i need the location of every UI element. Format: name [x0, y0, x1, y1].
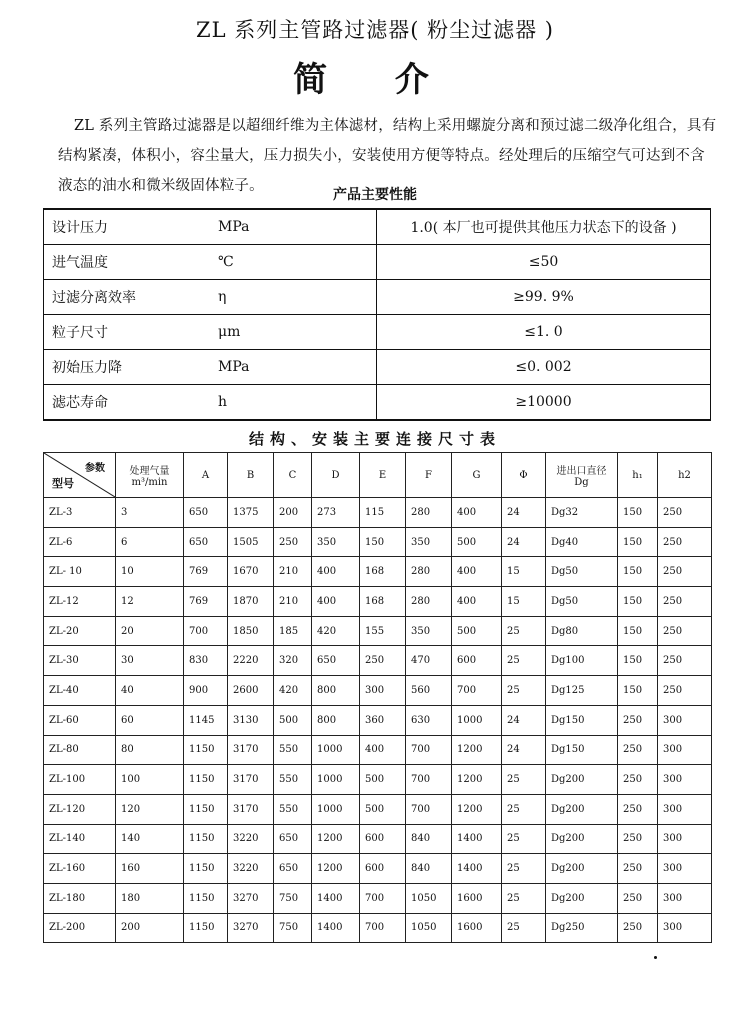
- value-cell: Dg250: [546, 913, 618, 943]
- value-cell: 150: [618, 646, 658, 676]
- value-cell: 300: [658, 735, 712, 765]
- performance-row: [44, 315, 711, 350]
- value-cell: 1150: [184, 735, 228, 765]
- value-cell: 700: [360, 913, 406, 943]
- value-cell: 25: [502, 616, 546, 646]
- value-cell: 15: [502, 587, 546, 617]
- value-cell: 400: [452, 587, 502, 617]
- model-cell: ZL-12: [44, 587, 116, 617]
- column-header: D: [312, 453, 360, 498]
- value-cell: 3130: [228, 705, 274, 735]
- value-cell: 250: [658, 676, 712, 706]
- table-row: [44, 735, 712, 765]
- value-cell: 150: [618, 587, 658, 617]
- value-cell: 550: [274, 794, 312, 824]
- model-cell: ZL- 10: [44, 557, 116, 587]
- corner-header: [44, 453, 116, 498]
- value-cell: 1200: [452, 765, 502, 795]
- value-cell: 1670: [228, 557, 274, 587]
- value-cell: 350: [312, 527, 360, 557]
- param-value: 1.0( 本厂也可提供其他压力状态下的设备 ): [377, 209, 711, 245]
- value-cell: 750: [274, 913, 312, 943]
- performance-row: [44, 350, 711, 385]
- value-cell: 250: [618, 765, 658, 795]
- value-cell: 1870: [228, 587, 274, 617]
- table-row: [44, 646, 712, 676]
- value-cell: 420: [274, 676, 312, 706]
- value-cell: 600: [452, 646, 502, 676]
- value-cell: 1150: [184, 883, 228, 913]
- value-cell: 150: [618, 498, 658, 528]
- value-cell: 550: [274, 765, 312, 795]
- value-cell: 250: [658, 616, 712, 646]
- value-cell: 3170: [228, 735, 274, 765]
- value-cell: 1400: [452, 854, 502, 884]
- param-name: 设计压力: [44, 209, 211, 245]
- value-cell: 300: [658, 824, 712, 854]
- value-cell: 750: [274, 883, 312, 913]
- value-cell: 1150: [184, 765, 228, 795]
- value-cell: 1200: [452, 735, 502, 765]
- value-cell: 200: [116, 913, 184, 943]
- value-cell: 250: [658, 527, 712, 557]
- value-cell: 400: [452, 557, 502, 587]
- value-cell: 250: [360, 646, 406, 676]
- value-cell: 700: [406, 735, 452, 765]
- param-value: ≥10000: [377, 385, 711, 421]
- value-cell: 400: [312, 587, 360, 617]
- column-header: C: [274, 453, 312, 498]
- value-cell: 168: [360, 557, 406, 587]
- value-cell: 100: [116, 765, 184, 795]
- value-cell: 700: [184, 616, 228, 646]
- value-cell: 420: [312, 616, 360, 646]
- value-cell: 3170: [228, 794, 274, 824]
- value-cell: 650: [184, 498, 228, 528]
- value-cell: 20: [116, 616, 184, 646]
- model-cell: ZL-100: [44, 765, 116, 795]
- value-cell: 840: [406, 854, 452, 884]
- value-cell: Dg200: [546, 854, 618, 884]
- param-unit: MPa: [210, 209, 377, 245]
- value-cell: 2220: [228, 646, 274, 676]
- param-name: 初始压力降: [44, 350, 211, 385]
- model-cell: ZL-80: [44, 735, 116, 765]
- value-cell: 10: [116, 557, 184, 587]
- table-row: [44, 824, 712, 854]
- value-cell: 500: [360, 765, 406, 795]
- value-cell: Dg50: [546, 587, 618, 617]
- intro-paragraph: ZL 系列主管路过滤器是以超细纤维为主体滤材，结构上采用螺旋分离和预过滤二级净化组合，具有结构紧凑，体积小，容尘量大，压力损失小，安装使用方便等特点。经处理后的压缩空气可达到不含液态的油水和微米级固体粒子。: [58, 117, 717, 194]
- value-cell: 1200: [312, 854, 360, 884]
- value-cell: 500: [360, 794, 406, 824]
- value-cell: 320: [274, 646, 312, 676]
- model-cell: ZL-120: [44, 794, 116, 824]
- value-cell: 350: [406, 527, 452, 557]
- performance-row: [44, 209, 711, 245]
- table-row: [44, 913, 712, 943]
- param-value: ≤50: [377, 245, 711, 280]
- dimensions-heading: 结构、安装主要连接尺寸表: [248, 430, 501, 448]
- value-cell: 1000: [312, 794, 360, 824]
- value-cell: 300: [360, 676, 406, 706]
- value-cell: 300: [658, 705, 712, 735]
- value-cell: 40: [116, 676, 184, 706]
- value-cell: 3270: [228, 883, 274, 913]
- value-cell: 600: [360, 854, 406, 884]
- model-cell: ZL-60: [44, 705, 116, 735]
- value-cell: 600: [360, 824, 406, 854]
- value-cell: 210: [274, 587, 312, 617]
- value-cell: 1505: [228, 527, 274, 557]
- table-row: [44, 616, 712, 646]
- column-header: A: [184, 453, 228, 498]
- document-title: ZL 系列主管路过滤器( 粉尘过滤器 ): [196, 18, 554, 42]
- corner-label-model: 型号: [52, 477, 74, 490]
- value-cell: 360: [360, 705, 406, 735]
- value-cell: 1000: [312, 765, 360, 795]
- dimensions-table: [43, 452, 712, 943]
- param-unit: h: [210, 385, 377, 421]
- value-cell: 150: [360, 527, 406, 557]
- value-cell: 24: [502, 527, 546, 557]
- value-cell: 1850: [228, 616, 274, 646]
- model-cell: ZL-160: [44, 854, 116, 884]
- value-cell: 1145: [184, 705, 228, 735]
- value-cell: 250: [658, 498, 712, 528]
- value-cell: 140: [116, 824, 184, 854]
- value-cell: 280: [406, 498, 452, 528]
- value-cell: 185: [274, 616, 312, 646]
- value-cell: 840: [406, 824, 452, 854]
- performance-row: [44, 245, 711, 280]
- corner-label-params: 参数: [85, 463, 105, 474]
- param-name: 粒子尺寸: [44, 315, 211, 350]
- value-cell: 160: [116, 854, 184, 884]
- value-cell: 25: [502, 794, 546, 824]
- value-cell: 250: [274, 527, 312, 557]
- value-cell: 350: [406, 616, 452, 646]
- column-header: 处理气量 m³/min: [116, 453, 184, 498]
- value-cell: Dg40: [546, 527, 618, 557]
- performance-row: [44, 385, 711, 421]
- column-header: E: [360, 453, 406, 498]
- value-cell: 1400: [312, 913, 360, 943]
- value-cell: 24: [502, 705, 546, 735]
- column-header: Φ: [502, 453, 546, 498]
- value-cell: 300: [658, 883, 712, 913]
- param-name: 进气温度: [44, 245, 211, 280]
- value-cell: 700: [406, 765, 452, 795]
- value-cell: 650: [274, 854, 312, 884]
- table-row: [44, 527, 712, 557]
- table-row: [44, 883, 712, 913]
- value-cell: Dg100: [546, 646, 618, 676]
- value-cell: 80: [116, 735, 184, 765]
- value-cell: Dg200: [546, 824, 618, 854]
- value-cell: 400: [452, 498, 502, 528]
- value-cell: 250: [618, 854, 658, 884]
- value-cell: Dg200: [546, 765, 618, 795]
- value-cell: 1150: [184, 913, 228, 943]
- value-cell: 250: [658, 646, 712, 676]
- value-cell: 3220: [228, 824, 274, 854]
- value-cell: 273: [312, 498, 360, 528]
- value-cell: 200: [274, 498, 312, 528]
- value-cell: 150: [618, 557, 658, 587]
- value-cell: 300: [658, 913, 712, 943]
- value-cell: 1150: [184, 824, 228, 854]
- value-cell: 250: [618, 794, 658, 824]
- value-cell: 150: [618, 527, 658, 557]
- value-cell: 700: [406, 794, 452, 824]
- value-cell: 700: [452, 676, 502, 706]
- value-cell: 470: [406, 646, 452, 676]
- value-cell: 1050: [406, 913, 452, 943]
- value-cell: 700: [360, 883, 406, 913]
- value-cell: 1000: [312, 735, 360, 765]
- model-cell: ZL-200: [44, 913, 116, 943]
- value-cell: 12: [116, 587, 184, 617]
- param-unit: ℃: [210, 245, 377, 280]
- table-row: [44, 557, 712, 587]
- value-cell: 800: [312, 676, 360, 706]
- section-title: 简 介: [293, 60, 457, 100]
- value-cell: 25: [502, 765, 546, 795]
- param-value: ≥99. 9%: [377, 280, 711, 315]
- value-cell: 180: [116, 883, 184, 913]
- value-cell: 769: [184, 587, 228, 617]
- table-row: [44, 854, 712, 884]
- value-cell: 300: [658, 765, 712, 795]
- param-name: 过滤分离效率: [44, 280, 211, 315]
- value-cell: 3220: [228, 854, 274, 884]
- value-cell: Dg150: [546, 735, 618, 765]
- performance-row: [44, 280, 711, 315]
- value-cell: 250: [658, 557, 712, 587]
- value-cell: 120: [116, 794, 184, 824]
- value-cell: 500: [274, 705, 312, 735]
- value-cell: 1150: [184, 854, 228, 884]
- value-cell: 6: [116, 527, 184, 557]
- value-cell: 650: [274, 824, 312, 854]
- value-cell: 25: [502, 676, 546, 706]
- param-value: ≤1. 0: [377, 315, 711, 350]
- table-row: [44, 705, 712, 735]
- table-row: [44, 676, 712, 706]
- model-cell: ZL-6: [44, 527, 116, 557]
- value-cell: 900: [184, 676, 228, 706]
- value-cell: Dg200: [546, 794, 618, 824]
- value-cell: Dg200: [546, 883, 618, 913]
- value-cell: 560: [406, 676, 452, 706]
- value-cell: 30: [116, 646, 184, 676]
- value-cell: 155: [360, 616, 406, 646]
- value-cell: 168: [360, 587, 406, 617]
- model-cell: ZL-20: [44, 616, 116, 646]
- value-cell: 1150: [184, 794, 228, 824]
- table-row: [44, 587, 712, 617]
- value-cell: 210: [274, 557, 312, 587]
- value-cell: 1400: [312, 883, 360, 913]
- model-cell: ZL-30: [44, 646, 116, 676]
- value-cell: 250: [618, 913, 658, 943]
- model-cell: ZL-180: [44, 883, 116, 913]
- value-cell: 25: [502, 646, 546, 676]
- value-cell: 650: [184, 527, 228, 557]
- value-cell: Dg80: [546, 616, 618, 646]
- value-cell: 1200: [452, 794, 502, 824]
- value-cell: 24: [502, 498, 546, 528]
- value-cell: 250: [618, 883, 658, 913]
- value-cell: 250: [658, 587, 712, 617]
- value-cell: 250: [618, 705, 658, 735]
- value-cell: 280: [406, 587, 452, 617]
- param-unit: μm: [210, 315, 377, 350]
- value-cell: Dg150: [546, 705, 618, 735]
- value-cell: 1400: [452, 824, 502, 854]
- column-header: 进出口直径 Dg: [546, 453, 618, 498]
- value-cell: 1375: [228, 498, 274, 528]
- value-cell: 3: [116, 498, 184, 528]
- value-cell: 830: [184, 646, 228, 676]
- speck-mark: [654, 956, 657, 959]
- value-cell: 2600: [228, 676, 274, 706]
- column-header: F: [406, 453, 452, 498]
- table-row: [44, 765, 712, 795]
- value-cell: 769: [184, 557, 228, 587]
- value-cell: 150: [618, 616, 658, 646]
- value-cell: 280: [406, 557, 452, 587]
- value-cell: 25: [502, 913, 546, 943]
- table-row: [44, 498, 712, 528]
- column-header: h₁: [618, 453, 658, 498]
- table-row: [44, 794, 712, 824]
- value-cell: 15: [502, 557, 546, 587]
- value-cell: Dg125: [546, 676, 618, 706]
- value-cell: 400: [360, 735, 406, 765]
- column-header: B: [228, 453, 274, 498]
- value-cell: 500: [452, 616, 502, 646]
- performance-table: [43, 208, 711, 421]
- value-cell: 24: [502, 735, 546, 765]
- value-cell: 250: [618, 735, 658, 765]
- value-cell: 3170: [228, 765, 274, 795]
- value-cell: 650: [312, 646, 360, 676]
- value-cell: 1200: [312, 824, 360, 854]
- value-cell: 300: [658, 794, 712, 824]
- value-cell: 1600: [452, 883, 502, 913]
- value-cell: 150: [618, 676, 658, 706]
- value-cell: Dg50: [546, 557, 618, 587]
- value-cell: 550: [274, 735, 312, 765]
- value-cell: 60: [116, 705, 184, 735]
- value-cell: 25: [502, 883, 546, 913]
- value-cell: 800: [312, 705, 360, 735]
- performance-heading: 产品主要性能: [333, 187, 417, 203]
- value-cell: 25: [502, 824, 546, 854]
- value-cell: 630: [406, 705, 452, 735]
- value-cell: 500: [452, 527, 502, 557]
- value-cell: 3270: [228, 913, 274, 943]
- model-cell: ZL-140: [44, 824, 116, 854]
- column-header: G: [452, 453, 502, 498]
- value-cell: 1050: [406, 883, 452, 913]
- param-unit: MPa: [210, 350, 377, 385]
- param-value: ≤0. 002: [377, 350, 711, 385]
- param-name: 滤芯寿命: [44, 385, 211, 421]
- column-header: h2: [658, 453, 712, 498]
- param-unit: η: [210, 280, 377, 315]
- value-cell: Dg32: [546, 498, 618, 528]
- model-cell: ZL-3: [44, 498, 116, 528]
- value-cell: 25: [502, 854, 546, 884]
- value-cell: 400: [312, 557, 360, 587]
- model-cell: ZL-40: [44, 676, 116, 706]
- value-cell: 1600: [452, 913, 502, 943]
- value-cell: 250: [618, 824, 658, 854]
- value-cell: 300: [658, 854, 712, 884]
- value-cell: 1000: [452, 705, 502, 735]
- value-cell: 115: [360, 498, 406, 528]
